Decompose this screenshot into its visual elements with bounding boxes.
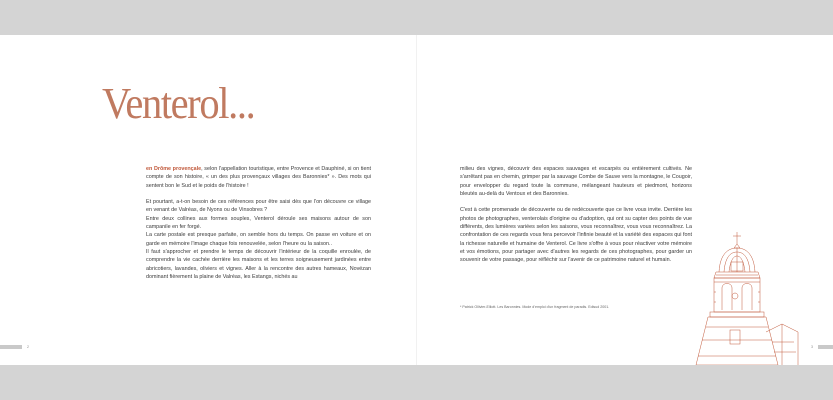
page-number-right: 3 [810, 344, 814, 349]
paragraph: Entre deux collines aux formes souples, Venterol déroule ses maisons autour de son campanile en fer forgé. [146, 215, 371, 231]
folio-bar-right [818, 345, 833, 349]
paragraph-text: , selon l'appellation touristique, entre Provence et Dauphiné, si on tient compte de son histoire, « un des plus provençaux villages des Baronnies* ». Des mots qui sentent bon le Sud et le poids de l'histoire ! [146, 166, 372, 189]
accent-text: en Drôme provençale [146, 166, 202, 172]
folio-bar-left [0, 345, 22, 349]
paragraph: La carte postale est presque parfaite, on semble hors du temps. On passe en voiture et on garde en mémoire l'image chaque fois renouvelée, selon l'heure ou la saison.. [146, 232, 371, 247]
left-column-text [146, 165, 371, 281]
paragraph: C'est à cette promenade de découverte ou de redécouverte que ce livre vous invite. Derrière les photos de photographes, venterolais d'origine ou d'adoption, qui ont su capter des points de vue différents, des lumières variées selon les saisons, vous reconnaîtrez, vous vous reconnaîtrez. La confrontation de ces regards vous fera percevoir l'infinie beauté et la variété des espaces qui font la richesse naturelle et humaine de Venterol. Ce livre s'offre à vous pour réactiver votre mémoire et vos émotions, pour partager avec d'autres les regards de ces photographes, pour garder un souvenir de votre passage, pour réfléchir sur l'avenir de ce patrimoine naturel et humain. [460, 207, 692, 264]
paragraph [146, 165, 371, 190]
paragraph: milieu des vignes, découvrir des espaces sauvages et escarpés ou entièrement cultivés. Ne s'arrêtant pas en chemin, grimper par la sauvage Combe de Sauve vers la montagne, le Cougoir, pour envelopper du regard toute la commune, mélangeant hauteurs et piedmont, horizons bleutés au-delà du Ventoux et des Baronnies. [460, 166, 692, 197]
right-column-text [460, 165, 692, 265]
paragraph: Il faut s'approcher et prendre le temps de découvrir l'intérieur de la coquille enroulée, de comprendre la vie cachée derrière les maisons et les terres soigneusement jardinées entre abricotiers, lavandes, oliviers et vignes. Aller à la rencontre des autres hameaux, Novézan dominant fièrement la plaine de Valréas, les Estangs, nichés au [146, 248, 371, 280]
page-number-left: 2 [26, 344, 30, 349]
bell-tower-illustration [686, 232, 816, 365]
footnote: * Patrick Ollivier-Elliott. Les Baronnies. Mode d'emploi d'un fragment de paradis. Edisud 2001. [460, 305, 610, 309]
paragraph: Et pourtant, a-t-on besoin de ces références pour être saisi dès que l'on découvre ce village en venant de Valréas, de Nyons ou de Vinsobres ? [146, 199, 371, 214]
gutter [416, 35, 417, 365]
page-title: Venterol... [102, 79, 255, 128]
